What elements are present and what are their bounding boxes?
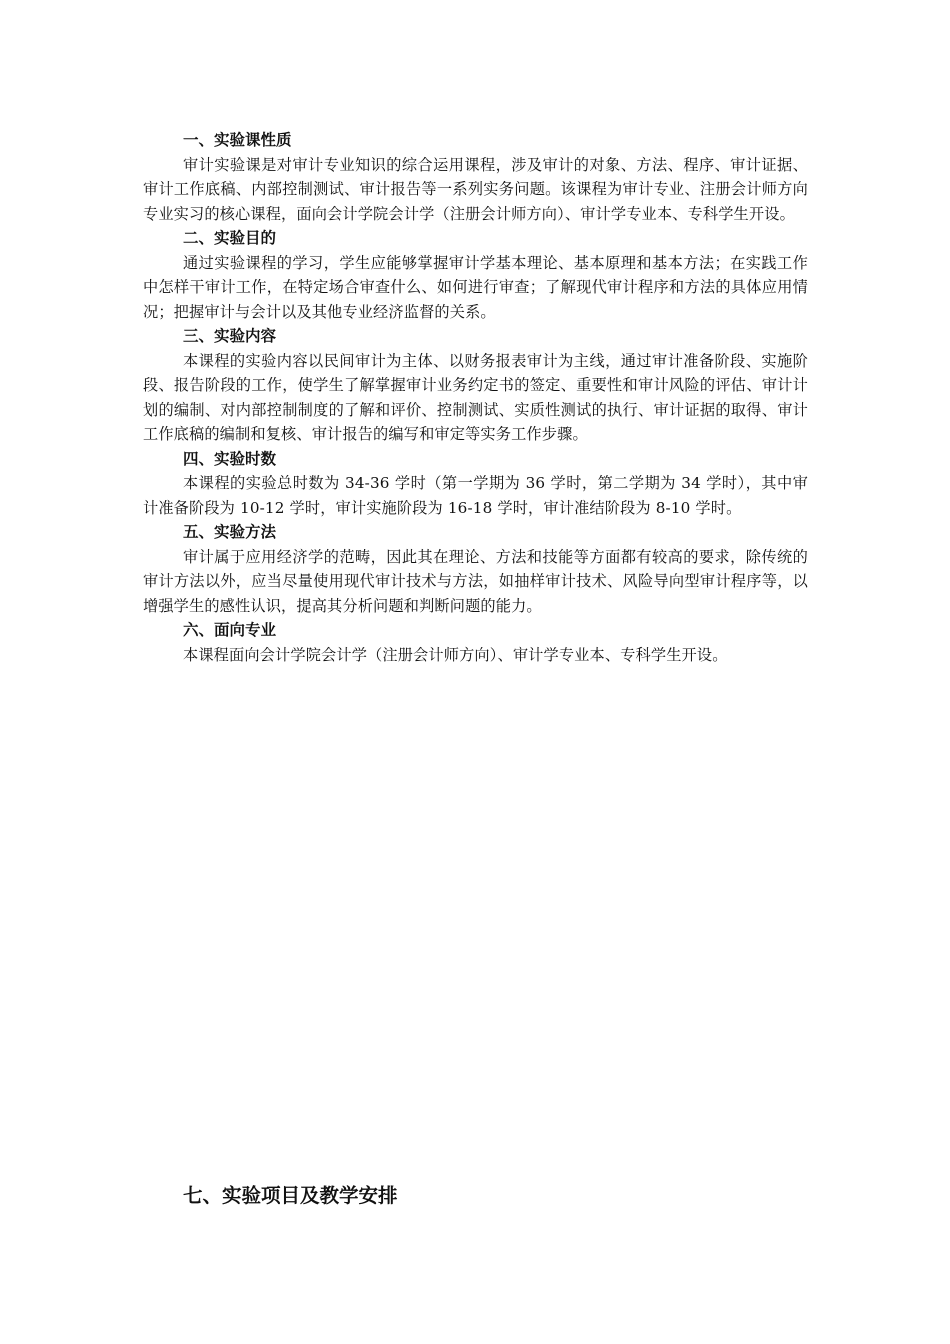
section-paragraph: 本课程的实验总时数为 34-36 学时（第一学期为 36 学时，第二学期为 34 学时），其中审计准备阶段为 10-12 学时，审计实施阶段为 16-18 学时，审计准结阶段为 8-10 学时。 — [143, 474, 808, 517]
section-heading: 六、面向专业 — [183, 621, 277, 639]
section-heading: 一、实验课性质 — [183, 131, 292, 149]
section-paragraph: 审计实验课是对审计专业知识的综合运用课程，涉及审计的对象、方法、程序、审计证据、审计工作底稿、内部控制测试、审计报告等一系列实务问题。该课程为审计专业、注册会计师方向专业实习的核心课程，面向会计学院会计学（注册会计师方向）、审计学专业本、专科学生开设。 — [143, 155, 808, 223]
section-method — [143, 520, 808, 618]
section-content — [143, 324, 808, 447]
section-audience — [143, 618, 808, 667]
document-body — [143, 128, 808, 667]
section-paragraph: 本课程的实验内容以民间审计为主体、以财务报表审计为主线，通过审计准备阶段、实施阶段、报告阶段的工作，使学生了解掌握审计业务约定书的签定、重要性和审计风险的评估、审计计划的编制、对内部控制制度的了解和评价、控制测试、实质性测试的执行、审计证据的取得、审计工作底稿的编制和复核、审计报告的编写和审定等实务工作步骤。 — [143, 351, 808, 443]
section-heading: 二、实验目的 — [183, 229, 277, 247]
section-paragraph: 审计属于应用经济学的范畴，因此其在理论、方法和技能等方面都有较高的要求，除传统的审计方法以外，应当尽量使用现代审计技术与方法，如抽样审计技术、风险导向型审计程序等，以增强学生的感性认识，提高其分析问题和判断问题的能力。 — [143, 547, 808, 615]
section-hours — [143, 447, 808, 521]
section-heading: 三、实验内容 — [183, 327, 277, 345]
section-seven-heading: 七、实验项目及教学安排 — [183, 1184, 398, 1207]
section-paragraph: 本课程面向会计学院会计学（注册会计师方向）、审计学专业本、专科学生开设。 — [183, 645, 728, 664]
section-heading: 四、实验时数 — [183, 449, 277, 468]
section-paragraph: 通过实验课程的学习，学生应能够掌握审计学基本理论、基本原理和基本方法；在实践工作中怎样干审计工作，在特定场合审查什么、如何进行审查；了解现代审计程序和方法的具体应用情况；把握审计与会计以及其他专业经济监督的关系。 — [143, 253, 808, 321]
section-nature — [143, 128, 808, 226]
section-heading: 五、实验方法 — [183, 523, 277, 541]
section-purpose — [143, 226, 808, 324]
